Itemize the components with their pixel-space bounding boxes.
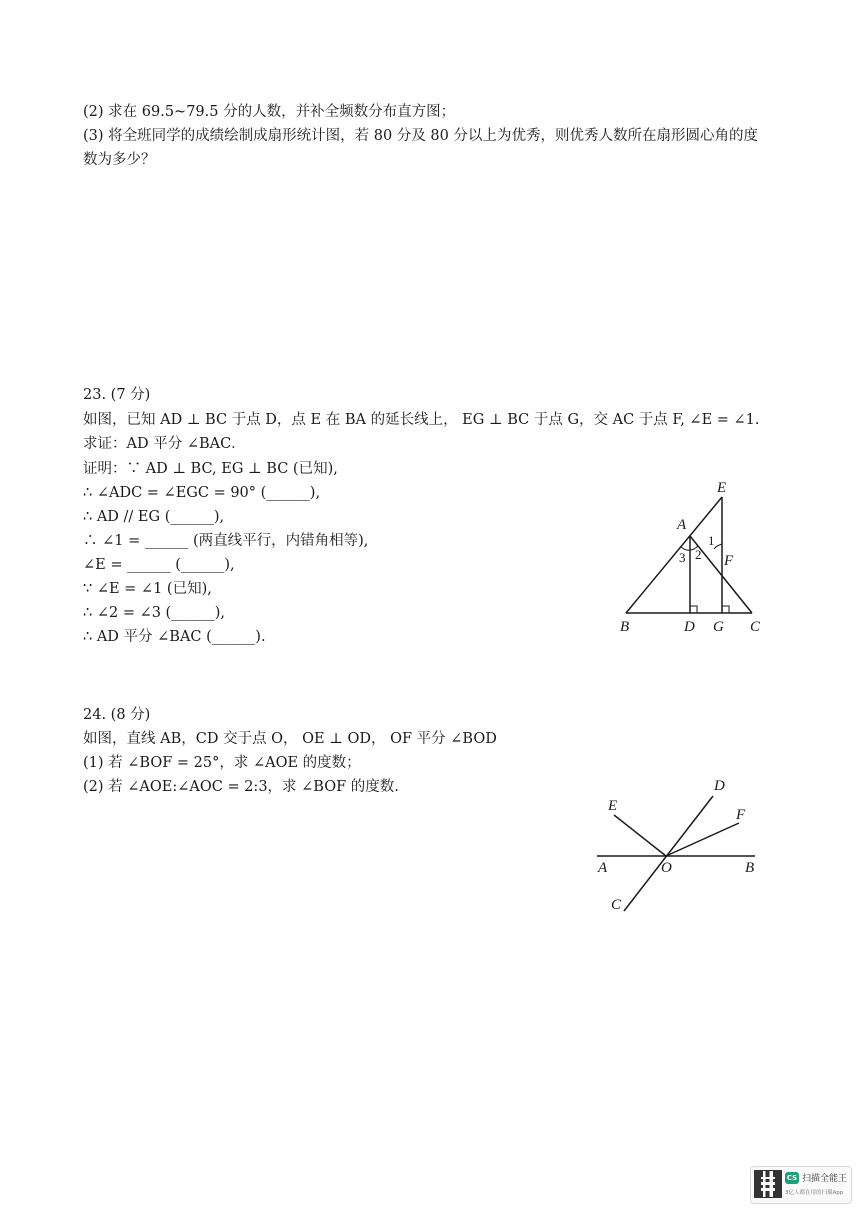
label-G: G [713, 619, 724, 635]
line-CD [624, 796, 713, 911]
label-A: A [677, 517, 687, 533]
q23-proof-step: ∴ AD // EG (______), [83, 509, 225, 525]
label-O: O [661, 860, 672, 876]
q23-proof-step: ∴ ∠1 = ______ (两直线平行，内错角相等), [83, 533, 369, 549]
label-F: F [736, 807, 746, 823]
q22-part3-line1: (3) 将全班同学的成绩绘制成扇形统计图，若 80 分及 80 分以上为优秀，则优秀人数所在扇形圆心角的度 [83, 128, 758, 144]
label-C: C [750, 619, 761, 635]
q23-header: 23. (7 分) [83, 387, 151, 403]
label-angle-1: 1 [708, 533, 715, 548]
line-BE [626, 497, 722, 613]
qr-code-icon [755, 1171, 781, 1197]
label-A: A [598, 860, 608, 876]
q23-proof-step: ∴ ∠2 = ∠3 (______), [83, 605, 225, 621]
label-E: E [608, 798, 618, 814]
q23-proof-step: ∵ ∠E = ∠1 (已知), [83, 581, 212, 597]
label-B: B [620, 619, 630, 635]
label-angle-2: 2 [695, 547, 702, 562]
q23-stem: 如图，已知 AD ⊥ BC 于点 D，点 E 在 BA 的延长线上， EG ⊥ BC 于点 G，交 AC 于点 F, ∠E = ∠1. [83, 412, 760, 428]
q22-part3-line2: 数为多少？ [83, 152, 156, 168]
line-AC [690, 536, 752, 613]
label-E: E [717, 480, 727, 496]
label-C: C [611, 897, 622, 913]
label-B: B [745, 860, 755, 876]
label-D: D [684, 619, 695, 635]
camscanner-badge-icon: CS [786, 1174, 798, 1182]
q23-proof-step: ∴ ∠ADC = ∠EGC = 90° (______), [83, 485, 321, 501]
arc-angle-3 [681, 547, 690, 550]
q24-stem: 如图，直线 AB，CD 交于点 O， OE ⊥ OD， OF 平分 ∠BOD [83, 731, 497, 747]
q23-proof-step: ∠E = ______ (______), [83, 557, 235, 573]
q23-proof-step: 证明：∵ AD ⊥ BC, EG ⊥ BC (已知), [83, 461, 338, 477]
arc-angle-2 [690, 546, 698, 550]
right-angle-D [690, 606, 697, 613]
ray-OF [666, 823, 739, 856]
watermark-tagline: 3亿人都在用的扫描App [785, 1190, 844, 1196]
label-angle-3: 3 [679, 550, 686, 565]
q23-proof-step: ∴ AD 平分 ∠BAC (______). [83, 629, 266, 645]
q23-prove: 求证：AD 平分 ∠BAC． [83, 436, 246, 452]
q24-part1: (1) 若 ∠BOF = 25°，求 ∠AOE 的度数； [83, 755, 361, 771]
label-F: F [724, 553, 734, 569]
q24-header: 24. (8 分) [83, 707, 151, 723]
q24-part2: (2) 若 ∠AOE:∠AOC = 2:3，求 ∠BOF 的度数. [83, 779, 399, 795]
watermark-app-name: 扫描全能王 [802, 1174, 848, 1184]
scanner-watermark [750, 1166, 852, 1204]
ray-OE [614, 815, 666, 856]
q22-part2: (2) 求在 69.5~79.5 分的人数，并补全频数分布直方图； [83, 104, 456, 120]
label-D: D [714, 778, 725, 794]
right-angle-G [722, 606, 729, 613]
arc-angle-1 [714, 544, 722, 549]
